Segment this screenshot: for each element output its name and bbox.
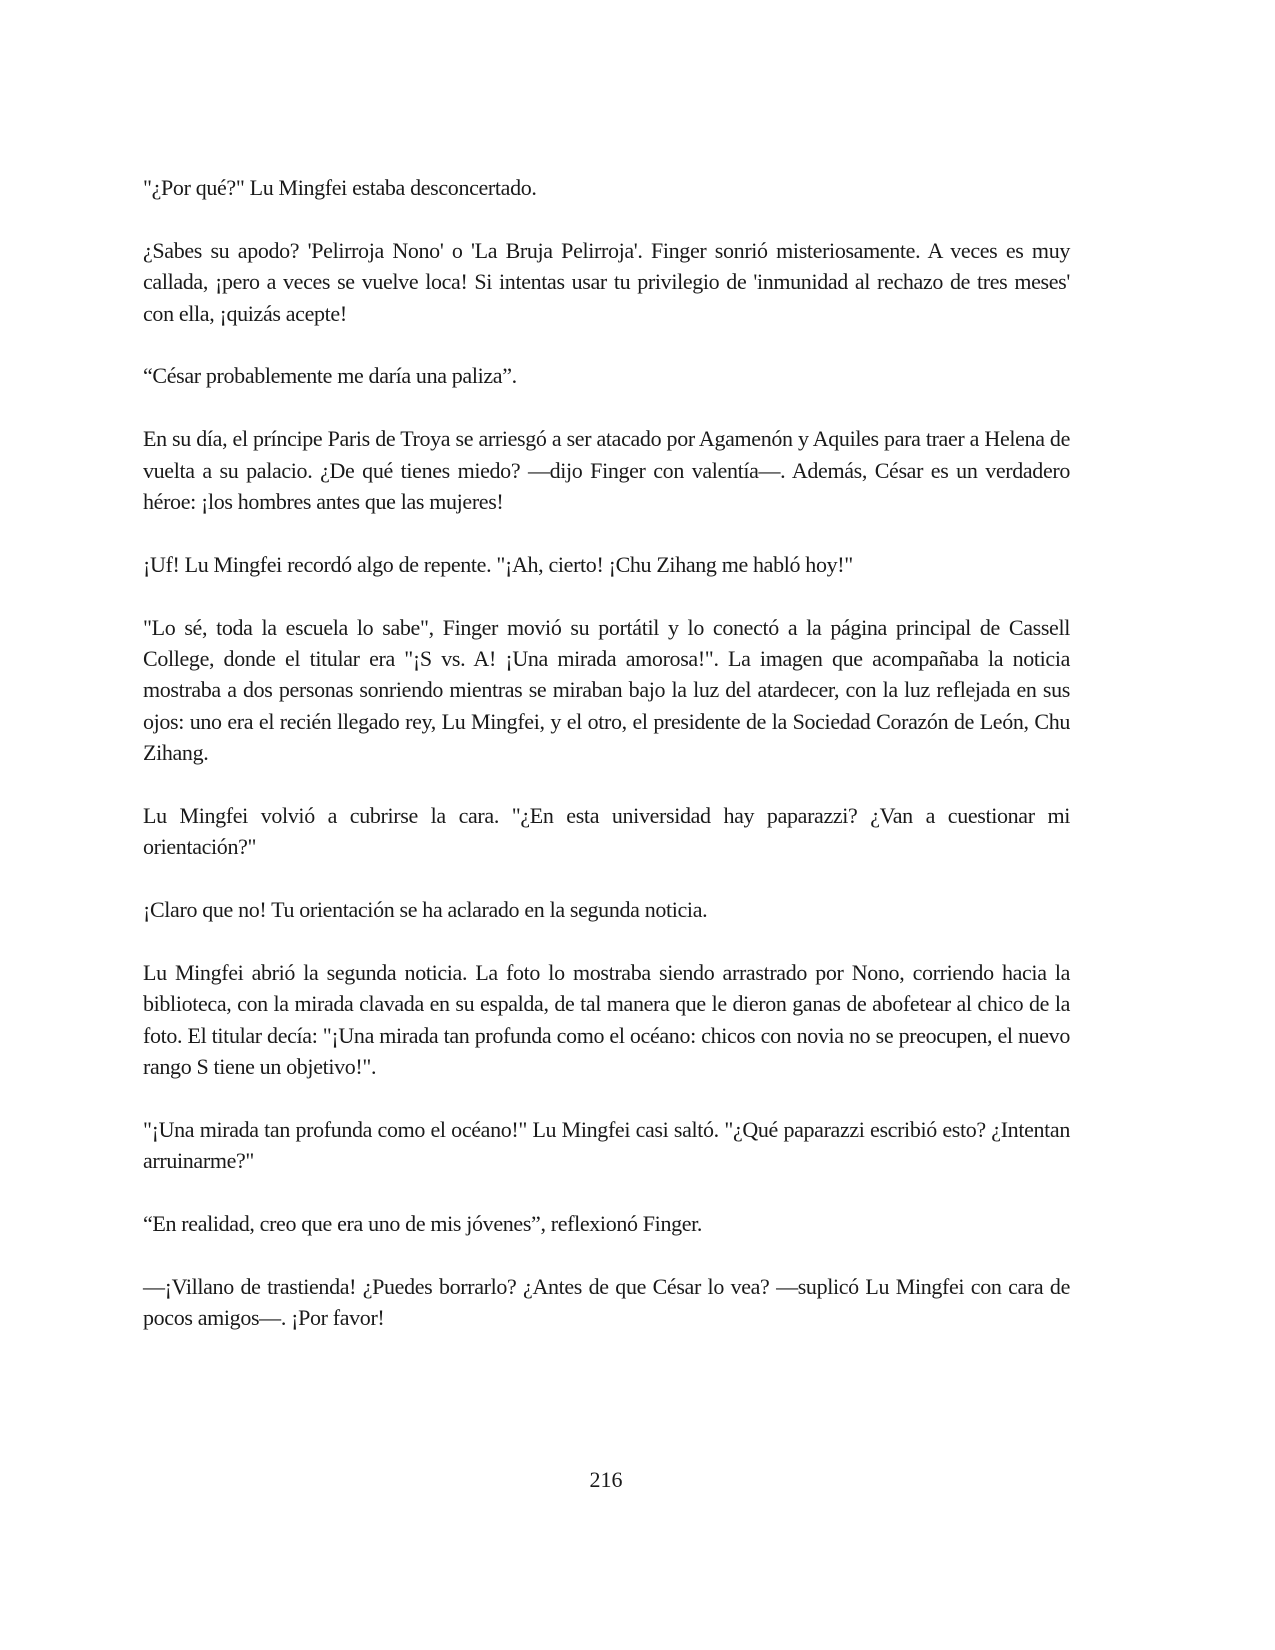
- page-body: [143, 172, 1070, 1365]
- paragraph: “En realidad, creo que era uno de mis jóvenes”, reflexionó Finger.: [143, 1211, 703, 1237]
- page-number: 216: [589, 1467, 623, 1492]
- paragraph: ¿Sabes su apodo? 'Pelirroja Nono' o 'La Bruja Pelirroja'. Finger sonrió misteriosamente. A veces es muy callada, ¡pero a veces se vuelve loca! Si intentas usar tu privilegio de 'inmunidad al rechazo de tres meses' con ella, ¡quizás acepte!: [143, 237, 1070, 326]
- paragraph: "¡Una mirada tan profunda como el océano!" Lu Mingfei casi saltó. "¿Qué paparazzi escribió esto? ¿Intentan arruinarme?": [143, 1117, 1070, 1174]
- paragraph: ¡Claro que no! Tu orientación se ha aclarado en la segunda noticia.: [143, 897, 708, 923]
- paragraph: "¿Por qué?" Lu Mingfei estaba desconcertado.: [143, 175, 537, 200]
- paragraph: En su día, el príncipe Paris de Troya se arriesgó a ser atacado por Agamenón y Aquiles para traer a Helena de vuelta a su palacio. ¿De qué tienes miedo? —dijo Finger con valentía—. Además, César es un verdadero héroe: ¡los hombres antes que las mujeres!: [143, 426, 1070, 515]
- paragraph: Lu Mingfei abrió la segunda noticia. La foto lo mostraba siendo arrastrado por Nono, corriendo hacia la biblioteca, con la mirada clavada en su espalda, de tal manera que le dieron ganas de abofetear al chico de la foto. El titular decía: "¡Una mirada tan profunda como el océano: chicos con novia no se preocupen, el nuevo rango S tiene un objetivo!".: [143, 960, 1070, 1080]
- paragraph: “César probablemente me daría una paliza”.: [143, 363, 517, 389]
- paragraph: "Lo sé, toda la escuela lo sabe", Finger movió su portátil y lo conectó a la página principal de Cassell College, donde el titular era "¡S vs. A! ¡Una mirada amorosa!". La imagen que acompañaba la noticia mostraba a dos personas sonriendo mientras se miraban bajo la luz del atardecer, con la luz reflejada en sus ojos: uno era el recién llegado rey, Lu Mingfei, y el otro, el presidente de la Sociedad Corazón de León, Chu Zihang.: [143, 614, 1070, 766]
- paragraph: Lu Mingfei volvió a cubrirse la cara. "¿En esta universidad hay paparazzi? ¿Van a cuestionar mi orientación?": [143, 803, 1070, 860]
- paragraph: —¡Villano de trastienda! ¿Puedes borrarlo? ¿Antes de que César lo vea? —suplicó Lu Mingfei con cara de pocos amigos—. ¡Por favor!: [143, 1274, 1070, 1331]
- paragraph: ¡Uf! Lu Mingfei recordó algo de repente. "¡Ah, cierto! ¡Chu Zihang me habló hoy!": [143, 551, 853, 577]
